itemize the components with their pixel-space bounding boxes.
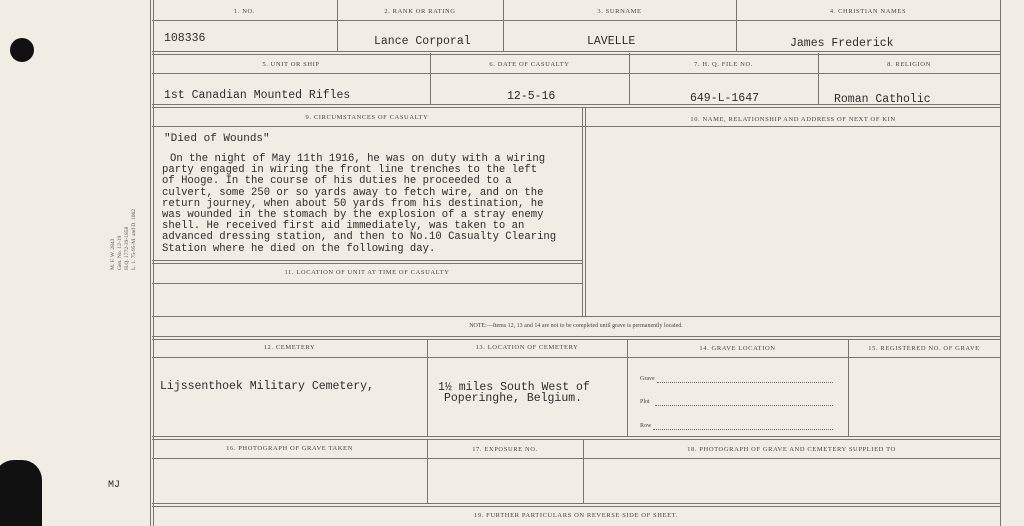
- grave-location-label: 14. GRAVE LOCATION: [699, 345, 776, 352]
- circumstances-label: 9. CIRCUMSTANCES OF CASUALTY: [305, 114, 429, 121]
- rule: [152, 73, 1000, 74]
- location-cemetery-line2: Poperinghe, Belgium.: [444, 392, 583, 405]
- religion-label: 8. RELIGION: [887, 61, 931, 68]
- date-value: 12-5-16: [507, 90, 556, 103]
- exposure-label: 17. EXPOSURE NO.: [472, 446, 538, 453]
- christian-names-label: 4. CHRISTIAN NAMES: [829, 8, 907, 15]
- religion-value: Roman Catholic: [834, 93, 931, 106]
- rule: [152, 283, 582, 284]
- rule: [152, 316, 1000, 317]
- cemetery-label: 12. CEMETERY: [263, 344, 316, 351]
- side-print-line: H.Q. 1772-39-1858: [124, 226, 130, 270]
- circumstances-line: return journey, when about 50 yards from his destination, he: [162, 197, 544, 210]
- punch-hole-bottom: [0, 460, 42, 526]
- side-print-line: L. 1. 75-95-M. and D. 1062: [131, 209, 137, 270]
- punch-hole-top: [10, 38, 34, 62]
- circumstances-line: culvert, some 250 or so yards away to fetch wire, and on the: [162, 186, 544, 199]
- hq-file-label: 7. H. Q. FILE NO.: [694, 61, 753, 68]
- unit-value: 1st Canadian Mounted Rifles: [164, 89, 351, 102]
- grave-field-line: [657, 382, 833, 383]
- plot-field-label: Plot: [640, 399, 650, 405]
- rule: [152, 20, 1000, 21]
- side-print-line: M. F. W. 2843: [110, 238, 116, 270]
- divider: [627, 339, 628, 437]
- rule: [152, 336, 1000, 340]
- rule: [152, 260, 582, 264]
- further-particulars-label: 19. FURTHER PARTICULARS ON REVERSE SIDE OF SHEET.: [474, 512, 678, 519]
- hq-file-value: 649-L-1647: [690, 92, 760, 105]
- location-unit-label: 11. LOCATION OF UNIT AT TIME OF CASUALTY: [284, 269, 450, 276]
- location-cemetery-label: 13. LOCATION OF CEMETERY: [475, 344, 579, 351]
- rule: [152, 458, 1000, 459]
- unit-label: 5. UNIT OR SHIP: [262, 61, 320, 68]
- side-print-line: Gen. No. 12-19: [117, 235, 123, 270]
- circumstances-line: of Hooge. In the course of his duties he proceeded to a: [162, 175, 512, 188]
- location-cemetery-line1: 1½ miles South West of: [438, 381, 590, 394]
- side-print: [110, 209, 138, 270]
- divider: [427, 339, 428, 437]
- circumstances-line: was wounded in the stomach by the explosion of a stray enemy: [162, 209, 544, 222]
- date-label: 6. DATE OF CASUALTY: [489, 61, 570, 68]
- rule: [152, 436, 1000, 440]
- rank-label: 2. RANK OR RATING: [384, 8, 456, 15]
- circumstances-line: party engaged in wiring the front line trenches to the left: [162, 164, 538, 177]
- service-number: 108336: [164, 32, 206, 45]
- divider: [848, 339, 849, 437]
- rule: [152, 51, 1000, 55]
- cemetery-value: Lijssenthoek Military Cemetery,: [160, 380, 374, 393]
- christian-names-value: James Frederick: [790, 37, 894, 50]
- circumstances-line: advanced dressing station, and then to No.10 Casualty Clearing: [162, 231, 557, 244]
- circumstances-line: shell. He received first aid immediately, was taken to an: [162, 220, 525, 233]
- rule: [152, 503, 1000, 507]
- surname-label: 3. SURNAME: [597, 8, 642, 15]
- frame-right-border: [1000, 0, 1001, 526]
- photo-supplied-label: 18. PHOTOGRAPH OF GRAVE AND CEMETERY SUPPLIED TO: [687, 446, 896, 453]
- next-of-kin-label: 10. NAME, RELATIONSHIP AND ADDRESS OF NEXT OF KIN: [690, 116, 896, 123]
- rule: [152, 126, 1000, 127]
- note-text: NOTE:—Items 12, 13 and 14 are not to be completed until grave is permanently located.: [469, 323, 683, 329]
- circumstances-line: Station where he died on the following day.: [162, 242, 436, 255]
- circumstances-heading: "Died of Wounds": [164, 133, 270, 145]
- no-label: 1. NO.: [233, 8, 256, 15]
- row-field-label: Row: [640, 423, 652, 429]
- grave-field-label: Grave: [640, 376, 655, 382]
- rule: [152, 357, 1000, 358]
- plot-field-line: [655, 405, 833, 406]
- photo-taken-label: 16. PHOTOGRAPH OF GRAVE TAKEN: [226, 445, 353, 452]
- registered-no-label: 15. REGISTERED NO. OF GRAVE: [868, 345, 980, 352]
- surname-value: LAVELLE: [587, 35, 636, 48]
- rank-value: Lance Corporal: [374, 35, 471, 48]
- circumstances-line: On the night of May 11th 1916, he was on duty with a wiring: [170, 153, 546, 165]
- circumstances-text: [162, 154, 556, 255]
- row-field-line: [653, 429, 833, 430]
- clerk-initials: MJ: [108, 480, 121, 491]
- divider: [582, 107, 586, 317]
